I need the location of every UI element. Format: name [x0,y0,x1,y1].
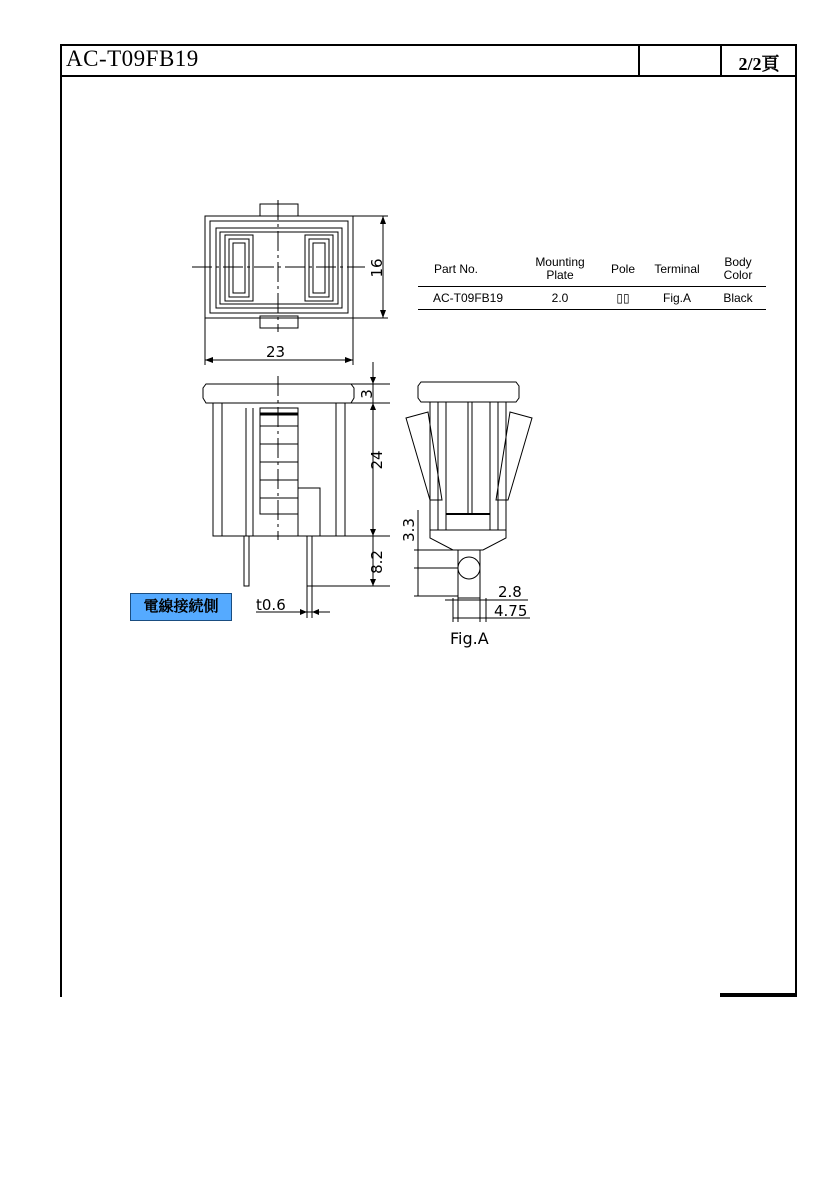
page-number: 2/2頁 [738,54,780,74]
part-title: AC-T09FB19 [66,46,199,71]
top-view [192,200,388,365]
dim-2-8: 2.8 [498,583,522,601]
front-view [203,362,390,618]
header-body-color: Body Color [710,252,766,287]
wire-side-label: 電線接続側 [130,593,232,621]
dim-height-top: 16 [368,258,386,278]
dim-thickness: t0.6 [256,596,286,614]
cell-body-color: Black [710,287,766,310]
header-part-no: Part No. [418,252,518,287]
cell-pole: ▯▯ [602,287,644,310]
dim-body: 24 [368,450,386,470]
dim-pin: 8.2 [368,550,386,574]
header-pole: Pole [602,252,644,287]
fig-label: Fig.A [450,629,489,648]
cell-mounting-plate: 2.0 [518,287,602,310]
spec-table [418,252,766,310]
header-mounting-plate: Mounting Plate [518,252,602,287]
dim-flange: 3 [358,389,376,399]
header-terminal: Terminal [644,252,710,287]
cell-terminal: Fig.A [644,287,710,310]
cell-part-no: AC-T09FB19 [418,287,518,310]
dim-width: 23 [266,343,286,361]
dim-3-3: 3.3 [400,518,418,542]
dim-4-75: 4.75 [494,602,528,620]
